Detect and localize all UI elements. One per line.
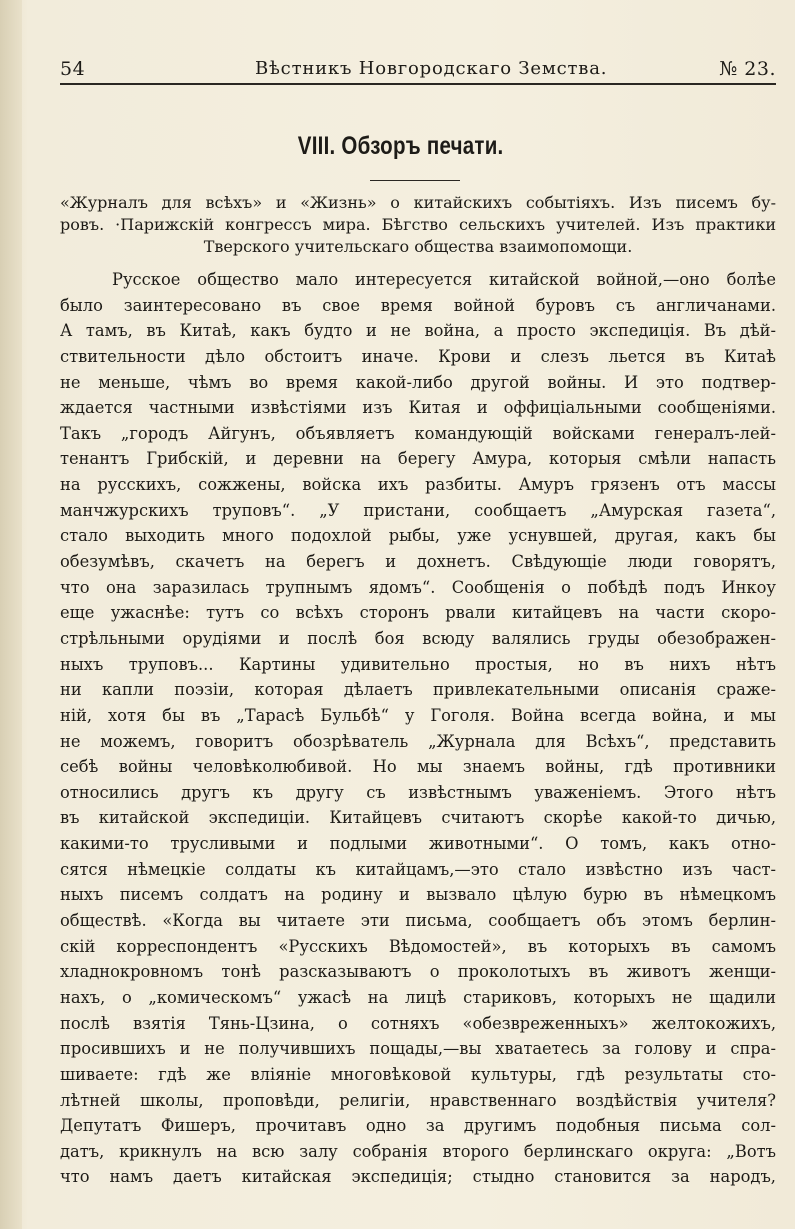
issue-number: № 23. <box>719 58 776 80</box>
body-line: ждается частными извѣстіями изъ Китая и оффиціальными сообщеніями. <box>60 398 776 418</box>
header-rule <box>60 83 776 85</box>
body-line: себѣ войны человѣколюбивой. Но мы знаемъ войны, гдѣ противники <box>60 757 776 777</box>
body-line: ствительности дѣло обстоитъ иначе. Крови и слезъ льется въ Китаѣ <box>60 346 776 366</box>
body-line: нахъ, о „комическомъ“ ужасѣ на лицѣ стариковъ, которыхъ не щадили <box>60 987 776 1007</box>
title-divider <box>370 180 460 181</box>
body-line: не можемъ, говоритъ обозрѣватель „Журнала для Всѣхъ“, представить <box>60 731 776 751</box>
body-line: тенантъ Грибскій, и деревни на берегу Амура, которыя смѣли напасть <box>60 449 776 469</box>
body-line: Депутатъ Фишеръ, прочитавъ одно за другимъ подобныя письма сол- <box>60 1116 776 1136</box>
body-line: Русское общество мало интересуется китайской войной,—оно болѣе <box>112 270 776 289</box>
body-line: какими-то трусливыми и подлыми животными“. О томъ, какъ отно- <box>60 834 776 854</box>
body-line: ни капли поэзіи, которая дѣлаетъ привлекательными описанія сраже- <box>60 680 776 700</box>
body-line: стало выходить много подохлой рыбы, уже уснувшей, другая, какъ бы <box>60 526 776 546</box>
running-header <box>60 54 776 84</box>
running-title: Вѣстникъ Новгородскаго Земства. <box>255 58 608 79</box>
body-line: ныхъ труповъ... Картины удивительно простыя, но въ нихъ нѣтъ <box>60 654 776 674</box>
body-line: что намъ даетъ китайская экспедиція; стыдно становится за народъ, <box>60 1167 776 1187</box>
body-line: лѣтней школы, проповѣди, религіи, нравственнаго воздѣйствія учителя? <box>60 1090 776 1110</box>
body-line: ній, хотя бы въ „Тарасѣ Бульбѣ“ у Гоголя. Война всегда война, и мы <box>60 705 776 725</box>
section-summary <box>60 192 776 258</box>
body-line: относились другъ къ другу съ извѣстнымъ уваженіемъ. Этого нѣтъ <box>60 782 776 802</box>
body-line: въ китайской экспедиціи. Китайцевъ считаютъ скорѣе какой-то дичью, <box>60 808 776 828</box>
body-line: не меньше, чѣмъ во время какой-либо другой войны. И это подтвер- <box>60 372 776 392</box>
body-line: сятся нѣмецкіе солдаты къ китайцамъ,—это стало извѣстно изъ част- <box>60 859 776 879</box>
article-body <box>60 267 776 1190</box>
body-line: обществѣ. «Когда вы читаете эти письма, сообщаетъ объ этомъ берлин- <box>60 911 776 931</box>
body-line: еще ужаснѣе: тутъ со всѣхъ сторонъ рвали китайцевъ на части скоро- <box>60 603 776 623</box>
body-line: хладнокровномъ тонѣ разсказываютъ о проколотыхъ въ животъ женщи- <box>60 962 776 982</box>
body-line: на русскихъ, сожжены, войска ихъ разбиты. Амуръ грязенъ отъ массы <box>60 475 776 495</box>
summary-line: Тверского учительскаго общества взаимопомощи. <box>203 237 633 256</box>
body-line: ныхъ писемъ солдатъ на родину и вызвало цѣлую бурю въ нѣмецкомъ <box>60 885 776 905</box>
body-line: манчжурскихъ труповъ“. „У пристани, сообщаетъ „Амурская газета“, <box>60 500 776 520</box>
page-number: 54 <box>60 58 86 80</box>
section-title: VIII. Обзоръ печати. <box>297 132 504 160</box>
page-binding-edge <box>0 0 22 1229</box>
body-line: скій корреспондентъ «Русскихъ Вѣдомостей», въ которыхъ въ самомъ <box>60 936 776 956</box>
summary-line: ровъ. ·Парижскій конгрессъ мира. Бѣгство сельскихъ учителей. Изъ практики <box>60 215 776 234</box>
body-line: что она заразилась трупнымъ ядомъ“. Сообщенія о побѣдѣ подъ Инкоу <box>60 577 776 597</box>
body-line: обезумѣвъ, скачетъ на берегъ и дохнетъ. Свѣдующіе люди говорятъ, <box>60 552 776 572</box>
body-line: Такъ „городъ Айгунъ, объявляетъ командующій войсками генералъ-лей- <box>60 423 776 443</box>
body-line: было заинтересовано въ свое время войной буровъ съ англичанами. <box>60 295 776 315</box>
body-line: А тамъ, въ Китаѣ, какъ будто и не война, а просто экспедиція. Въ дѣй- <box>60 321 776 341</box>
body-line: просившихъ и не получившихъ пощады,—вы хватаетесь за голову и спра- <box>60 1039 776 1059</box>
body-line: послѣ взятія Тянь-Цзина, о сотняхъ «обезвреженныхъ» желтокожихъ, <box>60 1013 776 1033</box>
summary-line: «Журналъ для всѣхъ» и «Жизнь» о китайскихъ событіяхъ. Изъ писемъ бу- <box>60 193 776 212</box>
body-line: датъ, крикнулъ на всю залу собранія второго берлинскаго округа: „Вотъ <box>60 1141 776 1161</box>
body-line: шиваете: гдѣ же вліяніе многовѣковой культуры, гдѣ результаты сто- <box>60 1064 776 1084</box>
body-line: стрѣльными орудіями и послѣ боя всюду валялись груды обезображен- <box>60 628 776 648</box>
